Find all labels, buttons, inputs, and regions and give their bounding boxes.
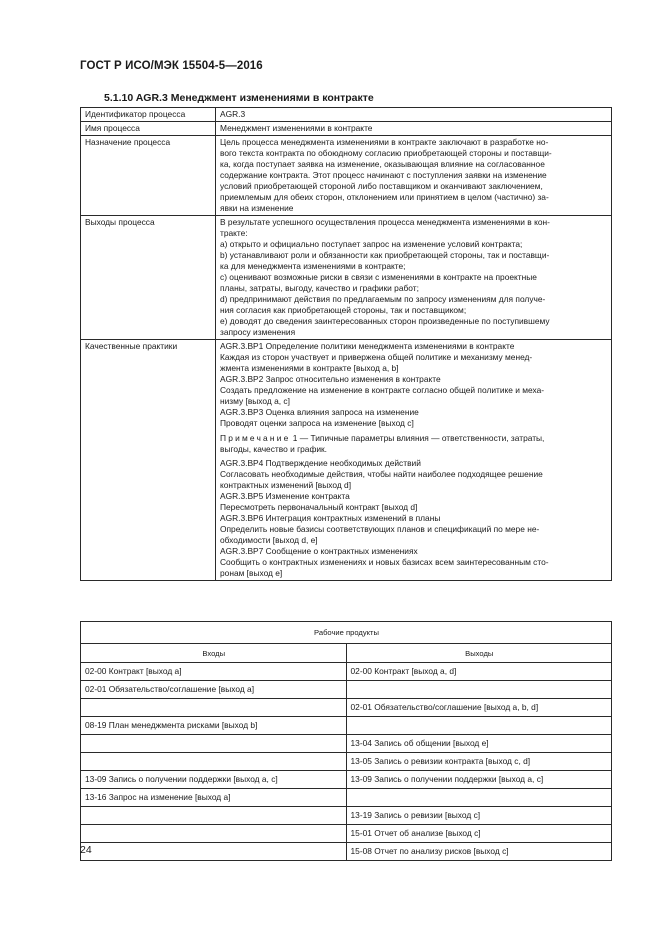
- text-line: a) открыто и официально поступает запрос на изменение условий контракта;: [220, 239, 523, 249]
- output-cell: 15-01 Отчет об анализе [выход c]: [346, 825, 612, 843]
- note-prefix: Примечание: [220, 433, 291, 443]
- text-line: Цель процесса менеджмента изменениями в контракте заключают в разработке но-: [220, 137, 549, 147]
- input-cell: [81, 699, 347, 717]
- input-cell: [81, 807, 347, 825]
- text-line: Согласовать необходимые действия, чтобы найти наиболее подходящее решение: [220, 469, 543, 479]
- input-cell: [81, 753, 347, 771]
- text-line: AGR.3.BP2 Запрос относительно изменения в контракте: [220, 374, 441, 384]
- text-line: Менеджмент изменениями в контракте: [220, 123, 373, 133]
- row-content: [216, 340, 612, 581]
- inputs-header: Входы: [81, 644, 347, 663]
- text-line: AGR.3: [220, 109, 246, 119]
- input-cell: [81, 735, 347, 753]
- row-label: Качественные практики: [81, 340, 216, 581]
- text-line: Проводят оценки запроса на изменение [выход c]: [220, 418, 414, 428]
- text-line: ронам [выход e]: [220, 568, 283, 578]
- table-row: [81, 825, 612, 843]
- outputs-header: Выходы: [346, 644, 612, 663]
- text-line: обходимости [выход d, e]: [220, 535, 318, 545]
- text-line: явки на изменение: [220, 203, 294, 213]
- table-caption-row: [81, 622, 612, 644]
- note-line: [220, 433, 608, 444]
- input-cell: [81, 825, 347, 843]
- text-line: запросу изменения: [220, 327, 296, 337]
- text-line: Каждая из сторон участвует и привержена общей политике и механизму менед-: [220, 352, 533, 362]
- text-line: приемлемым для обеих сторон, отклонением или принятием в целом (частично) за-: [220, 192, 549, 202]
- row-content: [216, 136, 612, 216]
- note-text: 1 — Типичные параметры влияния — ответственности, затраты,: [290, 433, 545, 443]
- text-line: d) предпринимают действия по предлагаемым по запросу изменениям для получе-: [220, 294, 546, 304]
- row-label: Имя процесса: [81, 122, 216, 136]
- table-row: [81, 717, 612, 735]
- table-row: [81, 735, 612, 753]
- output-cell: 02-00 Контракт [выход a, d]: [346, 663, 612, 681]
- text-line: Создать предложение на изменение в контракте согласно общей политике и меха-: [220, 385, 545, 395]
- text-line: планы, затраты, выгоду, качество и графики работ;: [220, 283, 419, 293]
- text-line: b) устанавливают роли и обязанности как приобретающей стороны, так и поставщи-: [220, 250, 550, 260]
- text-line: AGR.3.BP6 Интеграция контрактных изменений в планы: [220, 513, 441, 523]
- table-row: [81, 699, 612, 717]
- process-table: [80, 107, 612, 581]
- table-row: [81, 136, 612, 216]
- table-row: [81, 771, 612, 789]
- text-line: AGR.3.BP1 Определение политики менеджмента изменениями в контракте: [220, 341, 515, 351]
- output-cell: [346, 789, 612, 807]
- input-cell: 13-09 Запись о получении поддержки [выход a, c]: [81, 771, 347, 789]
- text-line: вого текста контракта по обоюдному согласию приобретающей стороны и поставщи-: [220, 148, 552, 158]
- row-label: Назначение процесса: [81, 136, 216, 216]
- work-products-table: [80, 621, 612, 861]
- table-row: [81, 753, 612, 771]
- output-cell: [346, 717, 612, 735]
- output-cell: [346, 681, 612, 699]
- text-line: AGR.3.BP7 Сообщение о контрактных изменениях: [220, 546, 418, 556]
- input-cell: 02-01 Обязательство/соглашение [выход a]: [81, 681, 347, 699]
- text-line: контрактных изменений [выход d]: [220, 480, 352, 490]
- table-row: [81, 340, 612, 581]
- text-line: e) доводят до сведения заинтересованных сторон произведенные по поступившему: [220, 316, 550, 326]
- table-row: [81, 843, 612, 861]
- text-line: низму [выход a, c]: [220, 396, 290, 406]
- text-line: Пересмотреть первоначальный контракт [выход d]: [220, 502, 418, 512]
- text-line: AGR.3.BP5 Изменение контракта: [220, 491, 350, 501]
- text-line: AGR.3.BP4 Подтверждение необходимых действий: [220, 458, 421, 468]
- text-line: Определить новые базисы соответствующих планов и спецификаций по мере не-: [220, 524, 540, 534]
- table-row: [81, 108, 612, 122]
- text-line: AGR.3.BP3 Оценка влияния запроса на изменение: [220, 407, 419, 417]
- text-line: выгоды, качество и график.: [220, 444, 328, 454]
- input-cell: [81, 843, 347, 861]
- table-row: [81, 681, 612, 699]
- row-content: [216, 216, 612, 340]
- row-content: [216, 108, 612, 122]
- table-row: [81, 216, 612, 340]
- row-label: Выходы процесса: [81, 216, 216, 340]
- text-line: условий приобретающей стороной либо поставщиком и оканчивают заключением,: [220, 181, 543, 191]
- work-products-caption: Рабочие продукты: [81, 622, 612, 644]
- output-cell: 13-19 Запись о ревизии [выход c]: [346, 807, 612, 825]
- text-line: жмента изменениями в контракте [выход a, b]: [220, 363, 399, 373]
- section-title: 5.1.10 AGR.3 Менеджмент изменениями в контракте: [104, 92, 374, 104]
- text-line: c) оценивают возможные риски в связи с изменениями в контракте на проектные: [220, 272, 537, 282]
- page-number: 24: [80, 844, 92, 856]
- table-header-row: [81, 644, 612, 663]
- output-cell: 13-05 Запись о ревизии контракта [выход c, d]: [346, 753, 612, 771]
- table-row: [81, 663, 612, 681]
- document-header: ГОСТ Р ИСО/МЭК 15504-5—2016: [80, 60, 263, 72]
- row-label: Идентификатор процесса: [81, 108, 216, 122]
- output-cell: 02-01 Обязательство/соглашение [выход a, b, d]: [346, 699, 612, 717]
- output-cell: 13-04 Запись об общении [выход e]: [346, 735, 612, 753]
- text-line: ния согласия как приобретающей стороны, так и поставщиком;: [220, 305, 467, 315]
- row-content: [216, 122, 612, 136]
- input-cell: 02-00 Контракт [выход a]: [81, 663, 347, 681]
- text-line: В результате успешного осуществления процесса менеджмента изменениями в кон-: [220, 217, 550, 227]
- input-cell: 13-16 Запрос на изменение [выход a]: [81, 789, 347, 807]
- text-line: содержание контракта. Этот процесс начинают с поступления заявки на изменение: [220, 170, 547, 180]
- table-row: [81, 807, 612, 825]
- text-line: тракте:: [220, 228, 248, 238]
- input-cell: 08-19 План менеджмента рисками [выход b]: [81, 717, 347, 735]
- text-line: Сообщить о контрактных изменениях и новых базисах всем заинтересованным сто-: [220, 557, 549, 567]
- text-line: ка, когда поступает заявка на изменение, оказывающая влияние на согласованное: [220, 159, 545, 169]
- output-cell: 13-09 Запись о получении поддержки [выход a, c]: [346, 771, 612, 789]
- table-row: [81, 789, 612, 807]
- text-line: ка для менеджмента изменениями в контракте;: [220, 261, 406, 271]
- table-row: [81, 122, 612, 136]
- output-cell: 15-08 Отчет по анализу рисков [выход c]: [346, 843, 612, 861]
